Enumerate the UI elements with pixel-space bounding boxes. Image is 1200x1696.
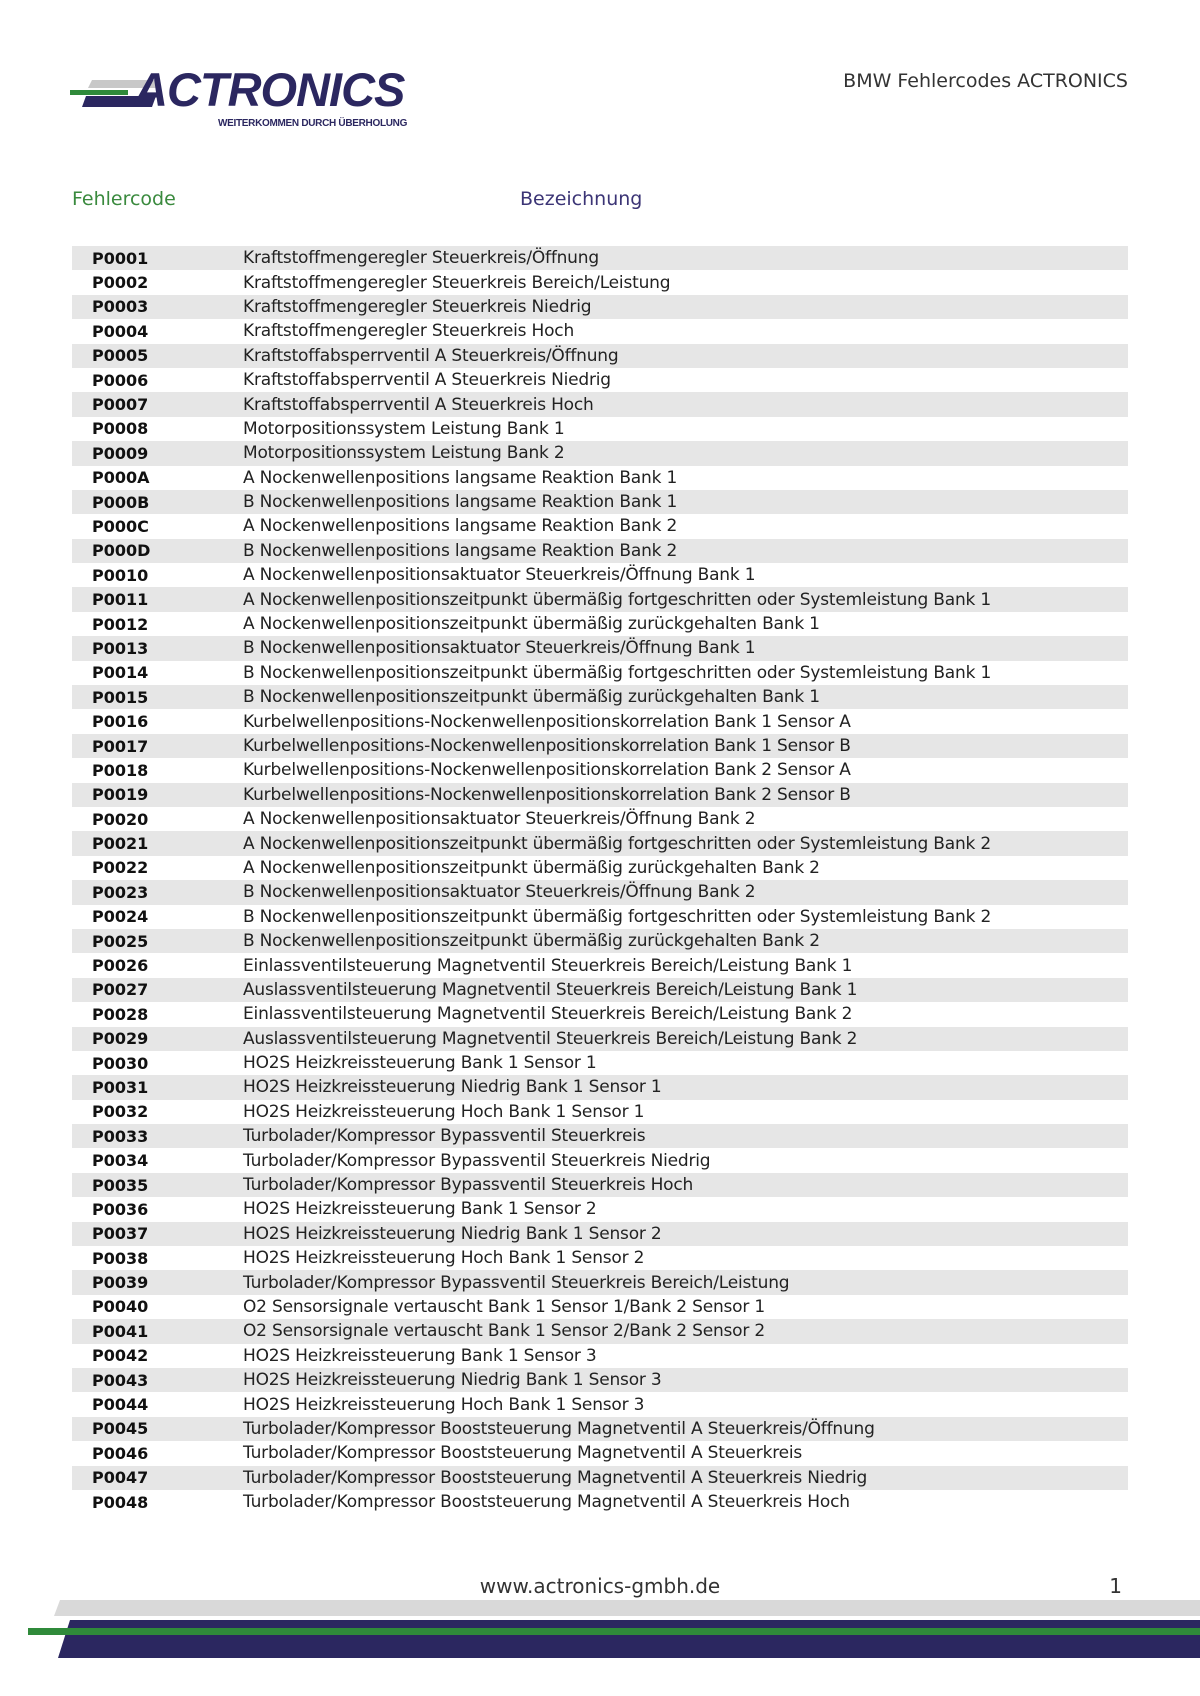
table-row (72, 636, 1128, 660)
table-row (72, 905, 1128, 929)
fault-description: Turbolader/Kompressor Booststeuerung Magnetventil A Steuerkreis/Öffnung (243, 1418, 875, 1439)
fault-description: Auslassventilsteuerung Magnetventil Steuerkreis Bereich/Leistung Bank 2 (243, 1028, 858, 1049)
table-row (72, 1197, 1128, 1221)
table-row (72, 1100, 1128, 1124)
table-row (72, 392, 1128, 416)
fault-description: HO2S Heizkreissteuerung Niedrig Bank 1 Sensor 2 (243, 1223, 662, 1244)
fault-code: P0033 (92, 1126, 149, 1146)
table-row (72, 856, 1128, 880)
fault-code: P0004 (92, 321, 149, 341)
fault-description: Kraftstoffabsperrventil A Steuerkreis Hoch (243, 394, 594, 415)
fault-description: Turbolader/Kompressor Bypassventil Steuerkreis (243, 1126, 646, 1147)
table-row (72, 953, 1128, 977)
fault-description: Kraftstoffabsperrventil A Steuerkreis Niedrig (243, 370, 611, 391)
fault-code: P0034 (92, 1151, 149, 1171)
fault-code: P0010 (92, 565, 149, 585)
fault-code: P0045 (92, 1419, 149, 1439)
fault-description: Kraftstoffmengeregler Steuerkreis Niedrig (243, 296, 592, 317)
table-row (72, 612, 1128, 636)
table-row (72, 1027, 1128, 1051)
fault-code: P0008 (92, 419, 149, 439)
fault-description: Kurbelwellenpositions-Nockenwellenpositionskorrelation Bank 2 Sensor A (243, 760, 851, 781)
table-row (72, 1490, 1128, 1514)
fault-code: P0030 (92, 1053, 149, 1073)
fault-description: A Nockenwellenpositionszeitpunkt übermäßig zurückgehalten Bank 1 (243, 614, 820, 635)
table-row (72, 295, 1128, 319)
fault-description: Kraftstoffabsperrventil A Steuerkreis/Öffnung (243, 345, 619, 366)
table-row (72, 417, 1128, 441)
fault-code: P0026 (92, 956, 149, 976)
fault-description: HO2S Heizkreissteuerung Hoch Bank 1 Sensor 1 (243, 1101, 645, 1122)
table-row (72, 1246, 1128, 1270)
fault-description: Einlassventilsteuerung Magnetventil Steuerkreis Bereich/Leistung Bank 1 (243, 955, 853, 976)
fault-description: HO2S Heizkreissteuerung Bank 1 Sensor 1 (243, 1053, 597, 1074)
fault-description: A Nockenwellenpositions langsame Reaktion Bank 2 (243, 516, 678, 537)
fault-code: P0001 (92, 248, 149, 268)
fault-code: P0022 (92, 858, 149, 878)
table-row (72, 441, 1128, 465)
fault-code: P000C (92, 516, 149, 536)
page-number: 1 (1109, 1574, 1122, 1598)
table-row (72, 563, 1128, 587)
fault-code: P0042 (92, 1346, 149, 1366)
fault-code: P0025 (92, 931, 149, 951)
fault-description: Turbolader/Kompressor Booststeuerung Magnetventil A Steuerkreis Hoch (243, 1492, 850, 1513)
table-row (72, 1392, 1128, 1416)
table-row (72, 1270, 1128, 1294)
fault-description: B Nockenwellenpositionszeitpunkt übermäßig fortgeschritten oder Systemleistung Bank 1 (243, 662, 992, 683)
fault-code: P0020 (92, 809, 149, 829)
fault-code: P0021 (92, 834, 149, 854)
fault-code: P0009 (92, 443, 149, 463)
column-header-description: Bezeichnung (520, 188, 643, 210)
table-row (72, 490, 1128, 514)
table-row (72, 344, 1128, 368)
fault-description: Turbolader/Kompressor Booststeuerung Magnetventil A Steuerkreis Niedrig (243, 1467, 868, 1488)
fault-description: Turbolader/Kompressor Bypassventil Steuerkreis Bereich/Leistung (243, 1272, 790, 1293)
table-row (72, 319, 1128, 343)
fault-description: Kraftstoffmengeregler Steuerkreis/Öffnung (243, 248, 599, 269)
fault-description: O2 Sensorsignale vertauscht Bank 1 Sensor 1/Bank 2 Sensor 1 (243, 1296, 765, 1317)
fault-code: P0013 (92, 638, 149, 658)
table-row (72, 709, 1128, 733)
fault-description: A Nockenwellenpositionszeitpunkt übermäßig fortgeschritten oder Systemleistung Bank 2 (243, 833, 992, 854)
fault-description: B Nockenwellenpositionsaktuator Steuerkreis/Öffnung Bank 2 (243, 882, 756, 903)
fault-code: P0015 (92, 687, 149, 707)
table-row (72, 978, 1128, 1002)
fault-description: O2 Sensorsignale vertauscht Bank 1 Sensor 2/Bank 2 Sensor 2 (243, 1321, 765, 1342)
fault-description: Turbolader/Kompressor Bypassventil Steuerkreis Niedrig (243, 1150, 711, 1171)
logo-tagline: WEITERKOMMEN DURCH ÜBERHOLUNG (218, 118, 408, 129)
table-row (72, 1051, 1128, 1075)
fault-code: P0024 (92, 907, 149, 927)
table-row (72, 661, 1128, 685)
fault-code: P0040 (92, 1297, 149, 1317)
fault-code: P0027 (92, 980, 149, 1000)
fault-code: P0038 (92, 1248, 149, 1268)
table-row (72, 929, 1128, 953)
table-row (72, 587, 1128, 611)
fault-code: P0029 (92, 1029, 149, 1049)
fault-code: P000B (92, 492, 150, 512)
table-row (72, 1417, 1128, 1441)
table-row (72, 1173, 1128, 1197)
fault-description: Kraftstoffmengeregler Steuerkreis Hoch (243, 321, 575, 342)
table-row (72, 539, 1128, 563)
table-row (72, 734, 1128, 758)
fault-code: P0012 (92, 614, 149, 634)
fault-code: P0023 (92, 882, 149, 902)
fault-code: P0046 (92, 1443, 149, 1463)
fault-description: Einlassventilsteuerung Magnetventil Steuerkreis Bereich/Leistung Bank 2 (243, 1004, 853, 1025)
fault-description: A Nockenwellenpositionszeitpunkt übermäßig fortgeschritten oder Systemleistung Bank 1 (243, 589, 992, 610)
fault-code: P0007 (92, 395, 149, 415)
table-row (72, 1002, 1128, 1026)
fault-description: B Nockenwellenpositionszeitpunkt übermäßig zurückgehalten Bank 2 (243, 931, 820, 952)
fault-description: Auslassventilsteuerung Magnetventil Steuerkreis Bereich/Leistung Bank 1 (243, 979, 858, 1000)
fault-description: HO2S Heizkreissteuerung Bank 1 Sensor 2 (243, 1199, 597, 1220)
fault-description: Turbolader/Kompressor Bypassventil Steuerkreis Hoch (243, 1175, 694, 1196)
fault-description: Kurbelwellenpositions-Nockenwellenpositionskorrelation Bank 2 Sensor B (243, 784, 851, 805)
fault-description: A Nockenwellenpositionszeitpunkt übermäßig zurückgehalten Bank 2 (243, 857, 820, 878)
fault-description: HO2S Heizkreissteuerung Hoch Bank 1 Sensor 3 (243, 1394, 645, 1415)
table-row (72, 807, 1128, 831)
fault-description: B Nockenwellenpositionszeitpunkt übermäßig zurückgehalten Bank 1 (243, 687, 820, 708)
fault-description: Kurbelwellenpositions-Nockenwellenpositionskorrelation Bank 1 Sensor B (243, 736, 851, 756)
fault-code: P0014 (92, 663, 149, 683)
table-row (72, 1319, 1128, 1343)
fault-description: Motorpositionssystem Leistung Bank 2 (243, 443, 565, 464)
fault-code: P0005 (92, 346, 149, 366)
table-row (72, 1124, 1128, 1148)
fault-code: P0016 (92, 712, 149, 732)
fault-code: P0044 (92, 1395, 149, 1415)
fault-code: P0031 (92, 1077, 149, 1097)
fault-code: P0018 (92, 760, 149, 780)
fault-code: P0006 (92, 370, 149, 390)
table-row (72, 758, 1128, 782)
fault-code-table (72, 246, 1128, 1514)
fault-description: HO2S Heizkreissteuerung Niedrig Bank 1 Sensor 3 (243, 1370, 662, 1391)
footer-url: www.actronics-gmbh.de (479, 1574, 721, 1598)
fault-code: P0017 (92, 736, 149, 756)
fault-description: HO2S Heizkreissteuerung Niedrig Bank 1 Sensor 1 (243, 1077, 662, 1098)
table-row (72, 246, 1128, 270)
actronics-logo (70, 63, 430, 136)
table-row (72, 368, 1128, 392)
fault-code: P0011 (92, 590, 149, 610)
fault-code: P0036 (92, 1199, 149, 1219)
fault-code: P0003 (92, 297, 149, 317)
fault-code: P0032 (92, 1102, 149, 1122)
fault-description: Kurbelwellenpositions-Nockenwellenpositionskorrelation Bank 1 Sensor A (243, 711, 851, 732)
fault-code: P000D (92, 541, 151, 561)
fault-code: P0047 (92, 1468, 149, 1488)
fault-code: P0035 (92, 1175, 149, 1195)
table-row (72, 1368, 1128, 1392)
table-row (72, 1075, 1128, 1099)
fault-description: Kraftstoffmengeregler Steuerkreis Bereich/Leistung (243, 272, 671, 293)
table-row (72, 685, 1128, 709)
fault-description: B Nockenwellenpositionsaktuator Steuerkreis/Öffnung Bank 1 (243, 638, 756, 659)
fault-code: P0041 (92, 1321, 149, 1341)
fault-description: HO2S Heizkreissteuerung Bank 1 Sensor 3 (243, 1345, 597, 1366)
table-row (72, 1344, 1128, 1368)
fault-code: P0019 (92, 785, 149, 805)
document-title: BMW Fehlercodes ACTRONICS (843, 70, 1128, 92)
logo-text: ACTRONICS (134, 63, 405, 116)
fault-description: B Nockenwellenpositions langsame Reaktion Bank 2 (243, 540, 678, 561)
column-header-code: Fehlercode (72, 188, 176, 210)
fault-code: P0028 (92, 1004, 149, 1024)
table-row (72, 270, 1128, 294)
table-row (72, 1222, 1128, 1246)
fault-code: P0002 (92, 273, 149, 293)
fault-description: A Nockenwellenpositionsaktuator Steuerkreis/Öffnung Bank 2 (243, 809, 756, 830)
table-row (72, 1441, 1128, 1465)
footer-stripes-graphic (0, 1600, 1200, 1696)
table-row (72, 514, 1128, 538)
fault-code: P0037 (92, 1224, 149, 1244)
fault-description: A Nockenwellenpositions langsame Reaktion Bank 1 (243, 467, 678, 488)
table-row (72, 466, 1128, 490)
table-row (72, 1466, 1128, 1490)
fault-code: P0039 (92, 1273, 149, 1293)
fault-description: Turbolader/Kompressor Booststeuerung Magnetventil A Steuerkreis (243, 1443, 803, 1464)
fault-description: B Nockenwellenpositions langsame Reaktion Bank 1 (243, 492, 678, 513)
fault-code: P0043 (92, 1370, 149, 1390)
table-row (72, 831, 1128, 855)
table-row (72, 1148, 1128, 1172)
fault-code: P000A (92, 468, 150, 488)
fault-description: Motorpositionssystem Leistung Bank 1 (243, 418, 565, 439)
table-row (72, 783, 1128, 807)
table-row (72, 880, 1128, 904)
table-row (72, 1295, 1128, 1319)
fault-description: B Nockenwellenpositionszeitpunkt übermäßig fortgeschritten oder Systemleistung Bank 2 (243, 906, 992, 927)
fault-description: A Nockenwellenpositionsaktuator Steuerkreis/Öffnung Bank 1 (243, 565, 756, 586)
fault-description: HO2S Heizkreissteuerung Hoch Bank 1 Sensor 2 (243, 1248, 645, 1269)
fault-code: P0048 (92, 1492, 149, 1512)
